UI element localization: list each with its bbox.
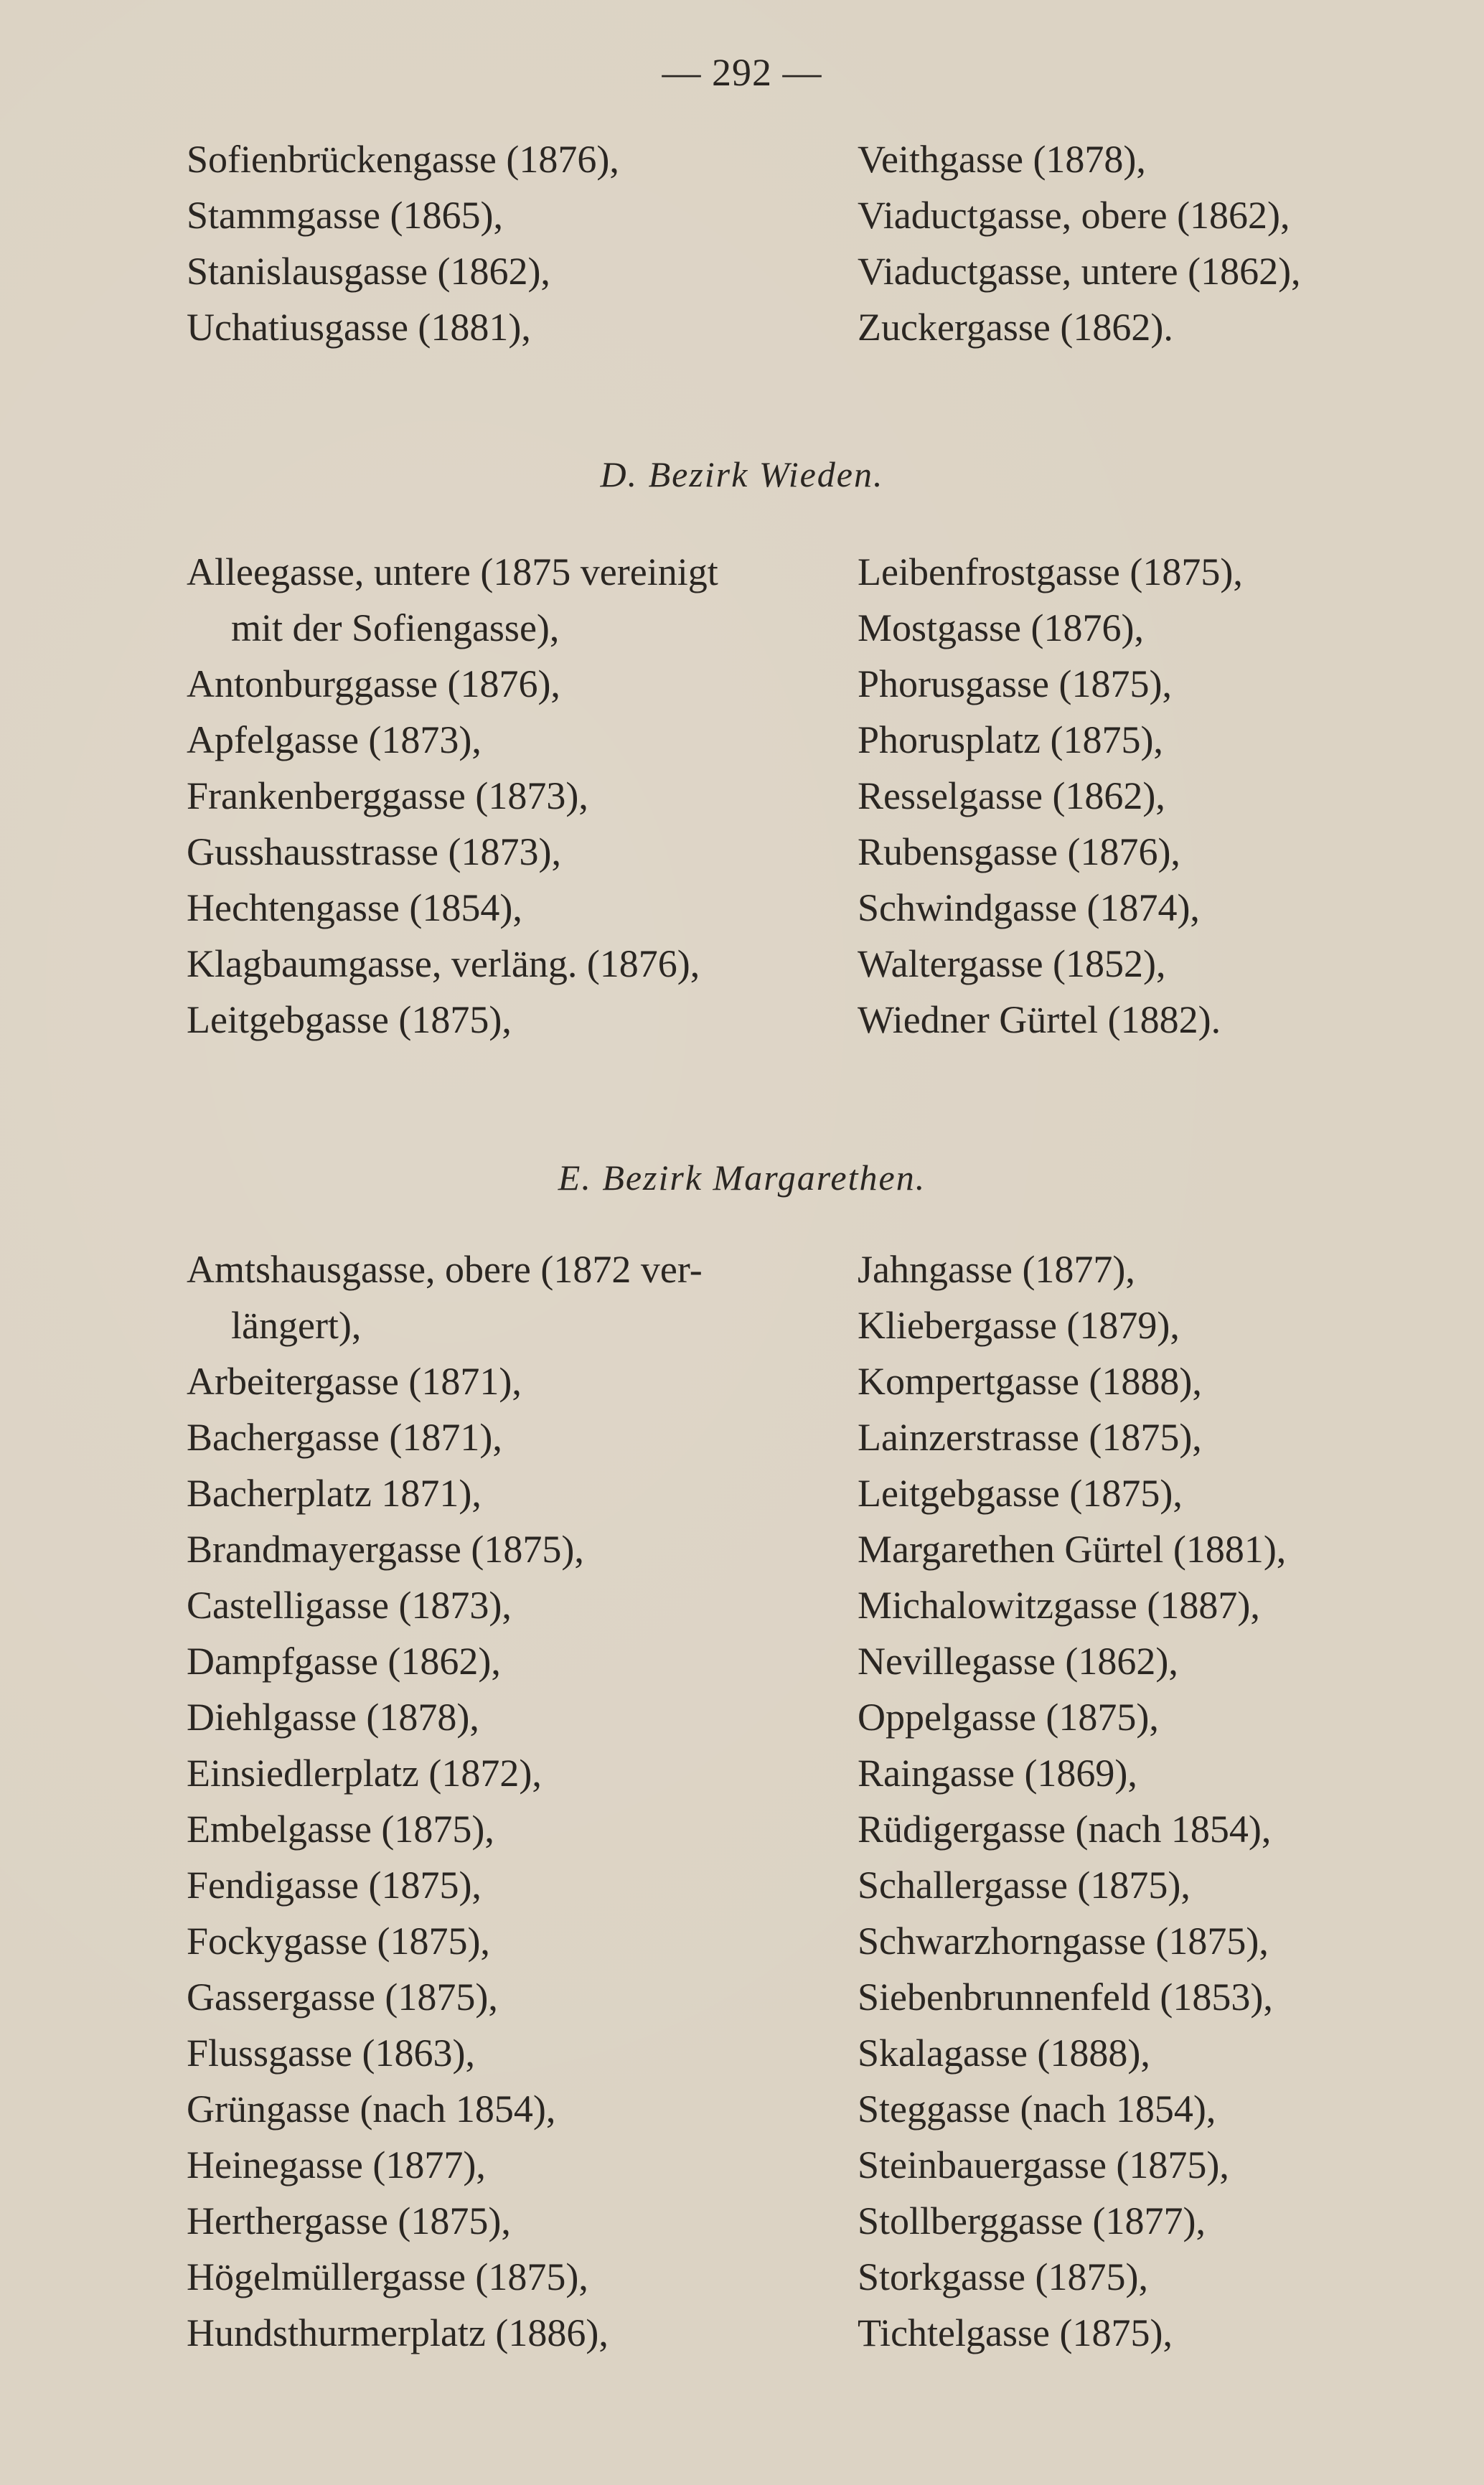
section-c-list (187, 131, 1406, 355)
list-item: Dampfgasse (1862), (187, 1640, 501, 1683)
list-item: Alleegasse, untere (1875 vereinigt (187, 550, 718, 593)
section-e-heading: E. Bezirk Margarethen. (558, 1157, 926, 1198)
list-item: Schwarzhorngasse (1875), (858, 1920, 1269, 1963)
list-item: Diehlgasse (1878), (187, 1696, 479, 1739)
list-item: Arbeitergasse (1871), (187, 1360, 522, 1403)
list-item: Einsiedlerplatz (1872), (187, 1752, 542, 1795)
left-column (187, 131, 858, 355)
list-item: Veithgasse (1878), (858, 138, 1146, 181)
left-column (187, 544, 858, 1048)
list-item: Stanislausgasse (1862), (187, 250, 550, 293)
list-item: Heinegasse (1877), (187, 2143, 486, 2186)
list-item: Phorusplatz (1875), (858, 718, 1163, 761)
list-item: Jahngasse (1877), (858, 1248, 1135, 1291)
list-item: Viaductgasse, untere (1862), (858, 250, 1301, 293)
list-item: Bacherplatz 1871), (187, 1472, 482, 1515)
list-item: Skalagasse (1888), (858, 2031, 1150, 2075)
list-item: Castelligasse (1873), (187, 1584, 512, 1627)
list-item: Schallergasse (1875), (858, 1864, 1191, 1907)
list-item: Amtshausgasse, obere (1872 ver- (187, 1248, 703, 1291)
list-item: Leitgebgasse (1875), (858, 1472, 1183, 1515)
list-item: Herthergasse (1875), (187, 2199, 511, 2242)
section-e-list (187, 1241, 1406, 2361)
list-item: Viaductgasse, obere (1862), (858, 194, 1290, 237)
list-item: Bachergasse (1871), (187, 1416, 502, 1459)
list-item: Sofienbrückengasse (1876), (187, 138, 619, 181)
right-column (858, 131, 1406, 355)
list-item: Raingasse (1869), (858, 1752, 1137, 1795)
list-item: Stammgasse (1865), (187, 194, 503, 237)
list-item: Nevillegasse (1862), (858, 1640, 1178, 1683)
list-item: Embelgasse (1875), (187, 1808, 494, 1851)
list-item: Rüdigergasse (nach 1854), (858, 1808, 1272, 1851)
list-item: Gusshausstrasse (1873), (187, 830, 561, 873)
list-item: Margarethen Gürtel (1881), (858, 1528, 1287, 1571)
list-item: Gassergasse (1875), (187, 1976, 498, 2019)
list-item: Wiedner Gürtel (1882). (858, 998, 1221, 1041)
list-item: Rubensgasse (1876), (858, 830, 1180, 873)
list-item: Frankenberggasse (1873), (187, 774, 588, 817)
list-item: Lainzerstrasse (1875), (858, 1416, 1202, 1459)
list-item: Michalowitzgasse (1887), (858, 1584, 1260, 1627)
list-item: Stollberggasse (1877), (858, 2199, 1206, 2242)
list-item: Kliebergasse (1879), (858, 1304, 1180, 1347)
list-item-continuation: mit der Sofiengasse), (231, 606, 560, 649)
list-item: Tichtelgasse (1875), (858, 2311, 1173, 2354)
list-item: Steggasse (nach 1854), (858, 2087, 1216, 2131)
list-item: Kompertgasse (1888), (858, 1360, 1202, 1403)
list-item: Oppelgasse (1875), (858, 1696, 1159, 1739)
list-item: Fockygasse (1875), (187, 1920, 490, 1963)
list-item-continuation: längert), (231, 1304, 362, 1347)
list-item: Schwindgasse (1874), (858, 886, 1200, 929)
list-item: Mostgasse (1876), (858, 606, 1144, 649)
list-item: Leitgebgasse (1875), (187, 998, 512, 1041)
list-item: Grüngasse (nach 1854), (187, 2087, 556, 2131)
list-item: Apfelgasse (1873), (187, 718, 482, 761)
page-number: — 292 — (662, 51, 822, 94)
list-item: Hechtengasse (1854), (187, 886, 522, 929)
list-item: Klagbaumgasse, verläng. (1876), (187, 942, 700, 985)
right-column (858, 1241, 1406, 2361)
left-column (187, 1241, 858, 2361)
right-column (858, 544, 1406, 1048)
section-d-list (187, 544, 1406, 1048)
list-item: Resselgasse (1862), (858, 774, 1165, 817)
list-item: Waltergasse (1852), (858, 942, 1166, 985)
section-d-heading: D. Bezirk Wieden. (600, 454, 884, 494)
list-item: Flussgasse (1863), (187, 2031, 475, 2075)
list-item: Brandmayergasse (1875), (187, 1528, 584, 1571)
list-item: Steinbauergasse (1875), (858, 2143, 1229, 2186)
list-item: Fendigasse (1875), (187, 1864, 482, 1907)
list-item: Zuckergasse (1862). (858, 306, 1173, 349)
list-item: Högelmüllergasse (1875), (187, 2255, 588, 2298)
list-item: Storkgasse (1875), (858, 2255, 1148, 2298)
list-item: Leibenfrostgasse (1875), (858, 550, 1243, 593)
list-item: Hundsthurmerplatz (1886), (187, 2311, 609, 2354)
list-item: Phorusgasse (1875), (858, 662, 1172, 705)
list-item: Antonburggasse (1876), (187, 662, 560, 705)
list-item: Siebenbrunnenfeld (1853), (858, 1976, 1273, 2019)
list-item: Uchatiusgasse (1881), (187, 306, 531, 349)
